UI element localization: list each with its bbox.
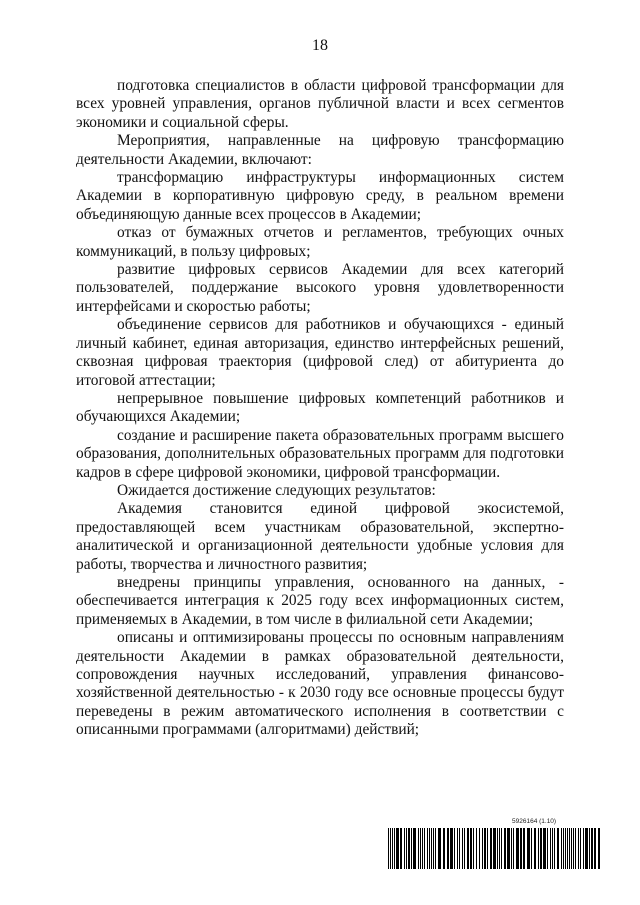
paragraph: Академия становится единой цифровой экосистемой, предоставляющей всем участникам образовательной, экспертно-аналитической и организационной деятельности удобные условия для работы, творчества и личностного развития; — [76, 500, 564, 573]
paragraph: Мероприятия, направленные на цифровую трансформацию деятельности Академии, включают: — [76, 132, 564, 168]
paragraph: подготовка специалистов в области цифровой трансформации для всех уровней управления, органов публичной власти и всех сегментов экономики и социальной сферы. — [76, 77, 564, 131]
paragraph: трансформацию инфраструктуры информационных систем Академии в корпоративную цифровую среду, в реальном времени объединяющую данные всех процессов в Академии; — [76, 169, 564, 223]
paragraph: объединение сервисов для работников и обучающихся - единый личный кабинет, единая авторизация, единство интерфейсных решений, сквозная цифровая траектория (цифровой след) от абитуриента до итоговой аттестации; — [76, 316, 564, 389]
paragraph: отказ от бумажных отчетов и регламентов, требующих очных коммуникаций, в пользу цифровых; — [76, 224, 564, 260]
paragraph: внедрены принципы управления, основанного на данных, - обеспечивается интеграция к 2025 году всех информационных систем, применяемых в Академии, в том числе в филиальной сети Академии; — [76, 573, 564, 628]
paragraph: описаны и оптимизированы процессы по основным направлениям деятельности Академии в рамках образовательной деятельности, сопровождения научных исследований, управления финансово-хозяйственной деятельностью - к 2030 году все основные процессы будут переведены в режим автоматического исполнения в соответствии с описанными программами (алгоритмами) действий; — [76, 629, 564, 739]
barcode-image — [388, 828, 600, 869]
document-code: 5926164 (1.10) — [512, 818, 557, 825]
paragraph: непрерывное повышение цифровых компетенций работников и обучающихся Академии; — [76, 389, 564, 426]
paragraph: Ожидается достижение следующих результатов: — [117, 481, 436, 499]
body-text — [76, 77, 564, 740]
page-number: 18 — [312, 37, 328, 54]
paragraph: создание и расширение пакета образовательных программ высшего образования, дополнительных образовательных программ для подготовки кадров в сфере цифровой экономики, цифровой трансформации. — [76, 426, 564, 481]
paragraph: развитие цифровых сервисов Академии для всех категорий пользователей, поддержание высокого уровня удовлетворенности интерфейсами и скоростью работы; — [76, 261, 564, 315]
